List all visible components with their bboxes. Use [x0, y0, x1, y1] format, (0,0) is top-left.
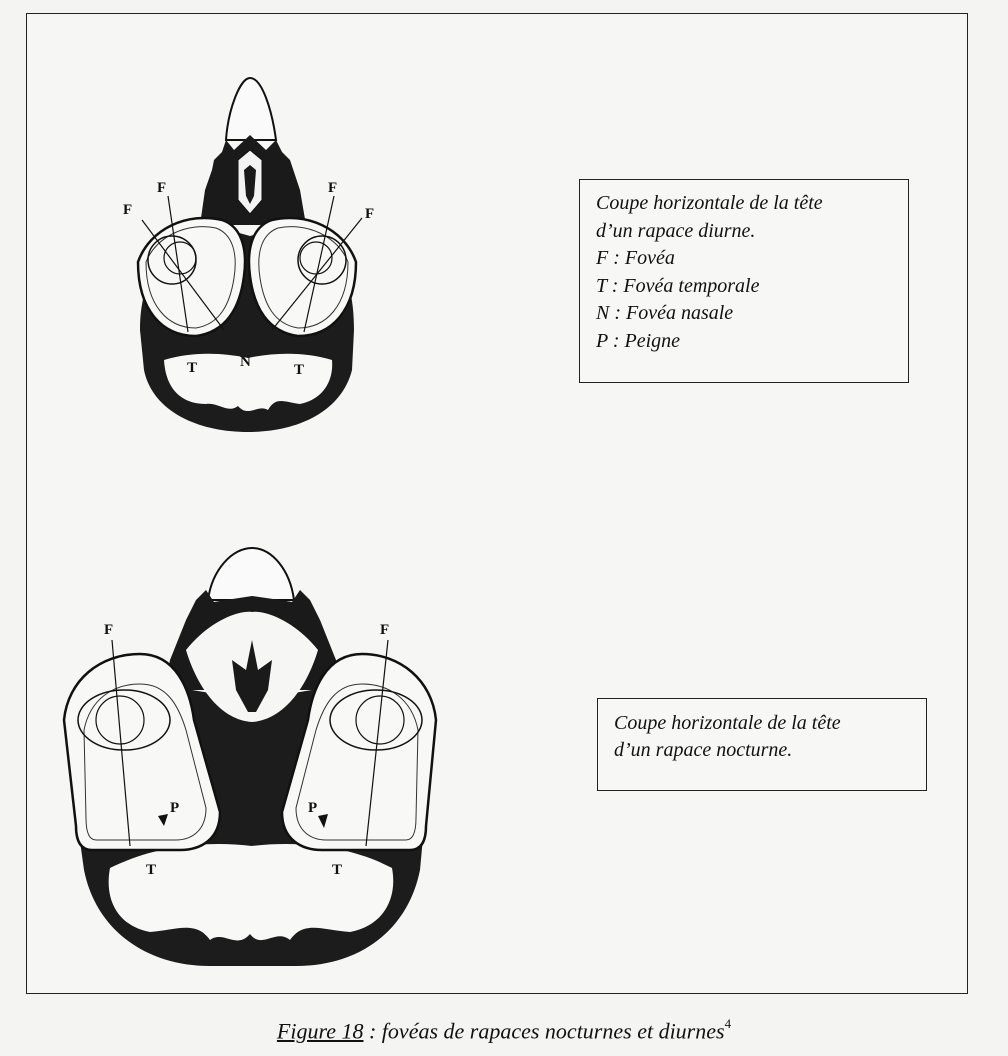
caption-text: : fovéas de rapaces nocturnes et diurnes [363, 1018, 725, 1044]
diurnal-label-t-right: T [294, 362, 305, 378]
diurnal-label-t-left: T [187, 360, 198, 376]
diurnal-label-f-right-outer: F [365, 206, 375, 222]
caption-footnote-ref: 4 [724, 1016, 732, 1031]
diurnal-legend-box [579, 179, 909, 383]
nocturnal-label-t-right: T [332, 862, 343, 878]
nocturnal-label-t-left: T [146, 862, 157, 878]
nocturnal-legend-box [597, 698, 927, 791]
legend-entry-temporal-fovea: T : Fovéa temporale [596, 274, 760, 297]
diurnal-skull-section [123, 78, 374, 432]
nocturnal-label-p-left: P [170, 800, 180, 816]
diurnal-label-f-left-outer: F [123, 202, 133, 218]
diurnal-label-n: N [240, 354, 251, 370]
figure-caption [0, 1018, 1008, 1044]
diurnal-label-f-right-inner: F [328, 180, 338, 196]
nocturnal-legend-title-line1: Coupe horizontale de la tête [614, 712, 841, 734]
nocturnal-brain-cavity [109, 844, 394, 940]
nocturnal-label-f-right: F [380, 622, 390, 638]
nocturnal-label-f-left: F [104, 622, 114, 638]
nocturnal-skull-section [64, 548, 436, 966]
diurnal-legend-title-line2: d’un rapace diurne. [596, 219, 756, 242]
nocturnal-legend-title-line2: d’un rapace nocturne. [614, 739, 793, 761]
legend-entry-fovea: F : Fovéa [596, 247, 675, 269]
diurnal-beak [226, 78, 276, 140]
diurnal-label-f-left-inner: F [157, 180, 167, 196]
legend-entry-pecten: P : Peigne [596, 329, 681, 352]
diurnal-legend-title-line1: Coupe horizontale de la tête [596, 192, 823, 214]
legend-entry-nasal-fovea: N : Fovéa nasale [596, 302, 734, 324]
nocturnal-label-p-right: P [308, 800, 318, 816]
nocturnal-beak [208, 548, 294, 600]
figure-number: Figure 18 [276, 1018, 364, 1044]
